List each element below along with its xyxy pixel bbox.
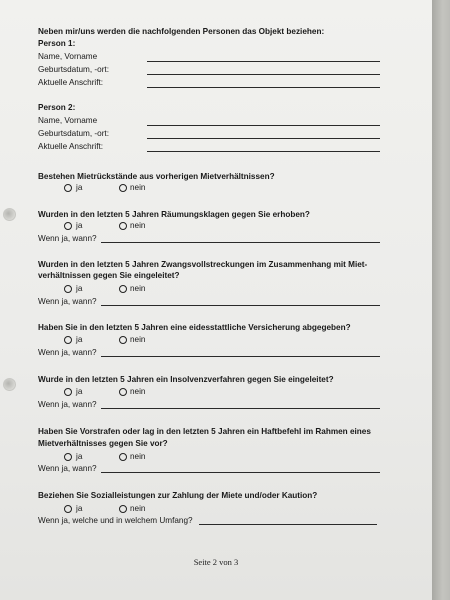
q1-yes-label: ja	[76, 183, 83, 192]
person1-heading: Person 1:	[38, 39, 76, 48]
q1-no-label: nein	[130, 183, 146, 192]
q7-yes-radio[interactable]	[64, 505, 72, 513]
q4-followup-field[interactable]	[101, 356, 380, 357]
q3-yes-radio[interactable]	[64, 285, 72, 293]
person2-heading: Person 2:	[38, 103, 76, 112]
q7-followup-label: Wenn ja, welche und in welchem Umfang?	[38, 516, 193, 525]
question-4: Haben Sie in den letzten 5 Jahren eine eidesstattliche Versicherung abgegeben?	[38, 323, 351, 332]
q1-yes-radio[interactable]	[64, 184, 72, 192]
q6-yes-label: ja	[76, 452, 83, 461]
question-3-line-2: verhältnissen gegen Sie eingeleitet?	[38, 271, 180, 280]
q6-no-label: nein	[130, 452, 146, 461]
q3-followup-field[interactable]	[101, 305, 380, 306]
question-1: Bestehen Mietrückstände aus vorherigen Mietverhältnissen?	[38, 172, 275, 181]
q5-yes-radio[interactable]	[64, 388, 72, 396]
page-number: Seite 2 von 3	[193, 557, 239, 567]
q2-followup-label: Wenn ja, wann?	[38, 234, 97, 243]
q3-followup-label: Wenn ja, wann?	[38, 297, 97, 306]
question-2: Wurden in den letzten 5 Jahren Räumungsklagen gegen Sie erhoben?	[38, 210, 310, 219]
person2-birth-label: Geburtsdatum, -ort:	[38, 129, 109, 138]
q2-yes-label: ja	[76, 221, 83, 230]
question-6-line-1: Haben Sie Vorstrafen oder lag in den letzten 5 Jahren ein Haftbefehl im Rahmen eines	[38, 427, 371, 436]
q5-yes-label: ja	[76, 387, 83, 396]
person2-name-field[interactable]	[147, 125, 380, 126]
q7-no-radio[interactable]	[119, 505, 127, 513]
q2-yes-radio[interactable]	[64, 222, 72, 230]
q2-followup-field[interactable]	[101, 242, 380, 243]
question-3-line-1: Wurden in den letzten 5 Jahren Zwangsvollstreckungen im Zusammenhang mit Miet-	[38, 260, 368, 269]
person2-name-label: Name, Vorname	[38, 116, 98, 125]
person1-name-field[interactable]	[147, 61, 380, 62]
q5-no-radio[interactable]	[119, 388, 127, 396]
q4-yes-label: ja	[76, 335, 83, 344]
q6-followup-field[interactable]	[101, 472, 380, 473]
q5-followup-label: Wenn ja, wann?	[38, 400, 97, 409]
q4-yes-radio[interactable]	[64, 336, 72, 344]
person1-birth-label: Geburtsdatum, -ort:	[38, 65, 109, 74]
q4-no-radio[interactable]	[119, 336, 127, 344]
q4-no-label: nein	[130, 335, 146, 344]
q2-no-radio[interactable]	[119, 222, 127, 230]
question-5: Wurde in den letzten 5 Jahren ein Insolvenzverfahren gegen Sie eingeleitet?	[38, 375, 334, 384]
question-7: Beziehen Sie Sozialleistungen zur Zahlung der Miete und/oder Kaution?	[38, 491, 318, 500]
q6-followup-label: Wenn ja, wann?	[38, 464, 97, 473]
paper-stack-edge	[432, 0, 450, 600]
person1-address-field[interactable]	[147, 87, 380, 88]
q3-no-label: nein	[130, 284, 146, 293]
q7-followup-field[interactable]	[199, 524, 377, 525]
q4-followup-label: Wenn ja, wann?	[38, 348, 97, 357]
person2-address-label: Aktuelle Anschrift:	[38, 142, 104, 151]
q2-no-label: nein	[130, 221, 146, 230]
q5-followup-field[interactable]	[101, 408, 380, 409]
punch-hole	[3, 208, 16, 221]
person1-name-label: Name, Vorname	[38, 52, 98, 61]
person2-address-field[interactable]	[147, 151, 380, 152]
q7-yes-label: ja	[76, 504, 83, 513]
q7-no-label: nein	[130, 504, 146, 513]
person1-address-label: Aktuelle Anschrift:	[38, 78, 104, 87]
punch-hole	[3, 378, 16, 391]
person1-birth-field[interactable]	[147, 74, 380, 75]
person2-birth-field[interactable]	[147, 138, 380, 139]
q6-no-radio[interactable]	[119, 453, 127, 461]
q3-no-radio[interactable]	[119, 285, 127, 293]
q6-yes-radio[interactable]	[64, 453, 72, 461]
intro-text: Neben mir/uns werden die nachfolgenden Personen das Objekt beziehen:	[38, 27, 325, 36]
question-6-line-2: Mietverhältnisses gegen Sie vor?	[38, 439, 168, 448]
q5-no-label: nein	[130, 387, 146, 396]
q1-no-radio[interactable]	[119, 184, 127, 192]
q3-yes-label: ja	[76, 284, 83, 293]
